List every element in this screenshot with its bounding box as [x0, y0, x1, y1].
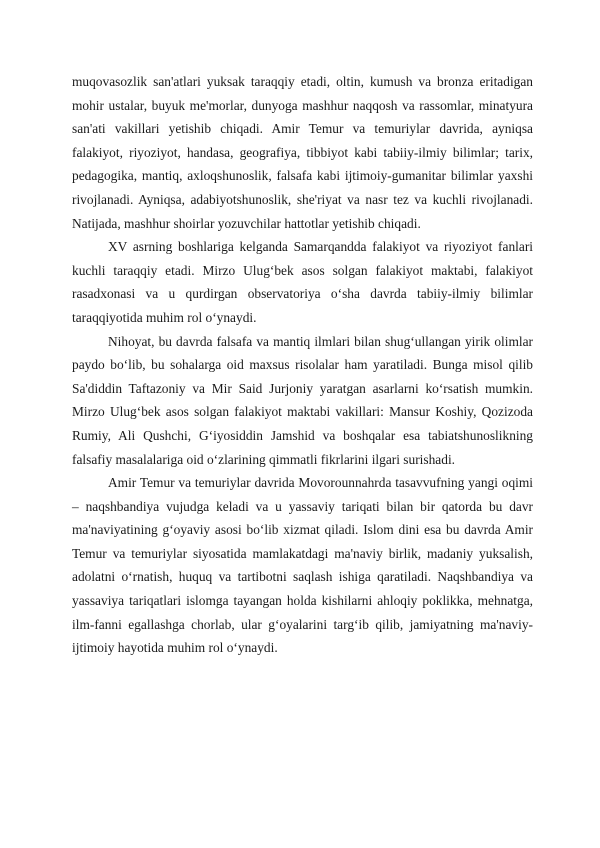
- document-page: [72, 70, 533, 660]
- paragraph-2: XV asrning boshlariga kelganda Samarqandda falakiyot va riyoziyot fanlari kuchli taraqqiy etadi. Mirzo Ulug‘bek asos solgan falakiyot maktabi, falakiyot rasadxonasi va u qurdirgan observatoriya o‘sha davrda tabiiy-ilmiy bilimlar taraqqiyotida muhim rol o‘ynaydi.: [72, 239, 533, 325]
- paragraph-3: Nihoyat, bu davrda falsafa va mantiq ilmlari bilan shug‘ullangan yirik olimlar paydo bo‘lib, bu sohalarga oid maxsus risolalar ham yaratiladi. Bunga misol qilib Sa'diddin Taftazoniy va Mir Said Jurjoniy yaratgan asarlarni ko‘rsatish mumkin. Mirzo Ulug‘bek asos solgan falakiyot maktabi vakillari: Mansur Koshiy, Qozizoda Rumiy, Ali Qushchi, G‘iyosiddin Jamshid va boshqalar esa tabiatshunoslikning falsafiy masalalariga oid o‘zlarining qimmatli fikrlarini ilgari surishadi.: [72, 333, 533, 467]
- paragraph-1: muqovasozlik san'atlari yuksak taraqqiy etadi, oltin, kumush va bronza eritadigan mohir ustalar, buyuk me'morlar, dunyoga mashhur naqqosh va rassomlar, minatyura san'ati vakillari yetishib chiqadi. Amir Temur va temuriylar davrida, ayniqsa falakiyot, riyoziyot, handasa, geografiya, tibbiyot kabi tabiiy-ilmiy bilimlar; tarix, pedagogika, mantiq, axloqshunoslik, falsafa kabi ijtimoiy-gumanitar bilimlar yaxshi rivojlanadi. Ayniqsa, adabiyotshunoslik, she'riyat va nasr tez va kuchli rivojlanadi. Natijada, mashhur shoirlar yozuvchilar hattotlar yetishib chiqadi.: [72, 74, 533, 231]
- paragraph-4: Amir Temur va temuriylar davrida Movorounnahrda tasavvufning yangi oqimi – naqshbandiya vujudga keladi va u yassaviy tariqati bilan bir qatorda bu davr ma'naviyatining g‘oyaviy asosi bo‘lib xizmat qiladi. Islom dini esa bu davrda Amir Temur va temuriylar siyosatida mamlakatdagi ma'naviy birlik, madaniy yuksalish, adolatni o‘rnatish, huquq va tartibotni saqlash ishiga qaratiladi. Naqshbandiya va yassaviya tariqatlari islomga tayangan holda kishilarni ahloqiy poklikka, mehnatga, ilm-fanni egallashga chorlab, ular g‘oyalarini targ‘ib qilib, jamiyatning ma'naviy-ijtimoiy hayotida muhim rol o‘ynaydi.: [72, 475, 533, 656]
